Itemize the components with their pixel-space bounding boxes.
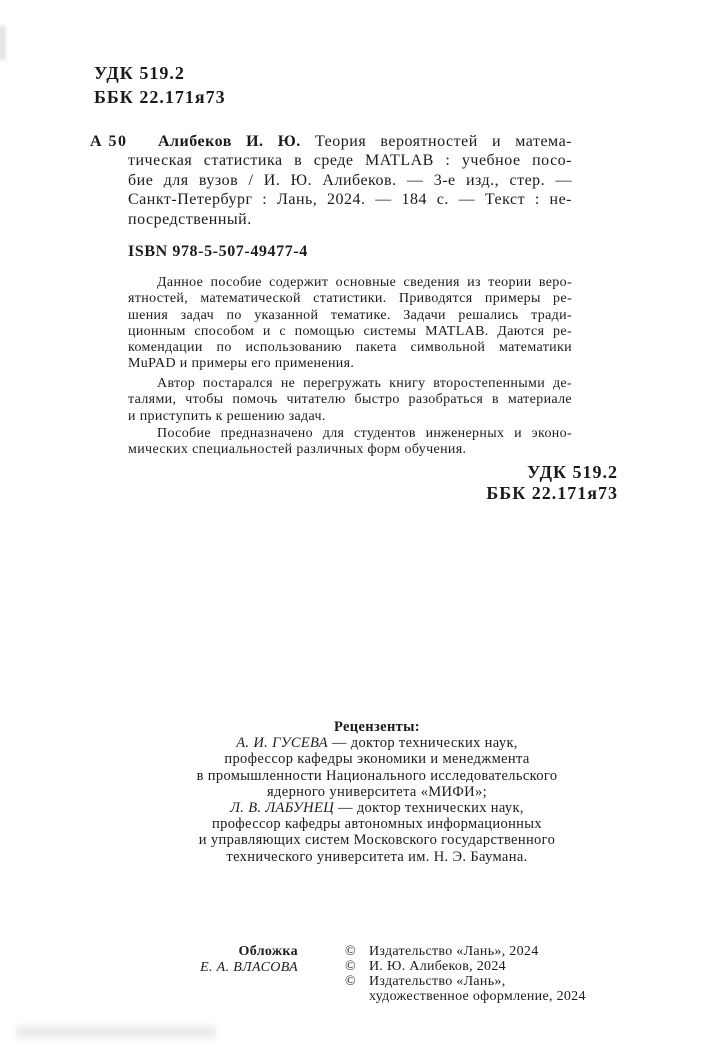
biblio-line: посредственный.	[128, 210, 252, 228]
annotation-line: мических специальностей различных форм обучения.	[128, 442, 467, 458]
biblio-line: Санкт-Петербург : Лань, 2024. — 184 с. — Текст : не-	[128, 191, 572, 209]
author-name: Алибеков И. Ю.	[158, 133, 301, 150]
annotation-line: ятностей, математической статистики. Приводятся примеры ре-	[128, 291, 572, 307]
isbn-number: ISBN 978-5-507-49477-4	[128, 243, 308, 260]
copyright-line: © И. Ю. Алибеков, 2024	[345, 959, 506, 974]
reviewers-block	[127, 719, 627, 865]
reviewer-line: в промышленности Национального исследовательского	[196, 767, 558, 784]
bbk-code-bottom: ББК 22.171я73	[486, 482, 618, 503]
annotation-line: MuPAD и примеры его применения.	[128, 356, 355, 372]
scan-artifact-bottom	[16, 1026, 216, 1038]
reviewer-line: профессор кафедры автономных информационных	[212, 816, 542, 833]
bibliographic-entry	[90, 132, 572, 229]
biblio-line: тическая статистика в среде MATLAB : учебное посо-	[128, 152, 572, 170]
copyright-line: © Издательство «Лань», 2024	[345, 944, 539, 959]
annotation-line: Данное пособие содержит основные сведения из теории веро-	[157, 275, 572, 290]
scan-artifact-left	[0, 26, 5, 60]
reviewer-line: профессор кафедры экономики и менеджмента	[224, 751, 530, 768]
cover-credit-label: Обложка	[238, 944, 298, 959]
annotation-line: ционным способом и с помощью системы MATLAB. Даются ре-	[128, 323, 572, 339]
annotation-line: Автор постарался не перегружать книгу второстепенными де-	[157, 376, 572, 391]
annotation-line: Пособие предназначено для студентов инженерных и эконо-	[157, 426, 572, 441]
annotation-line: шения задач по указанной тематике. Задачи решались тради-	[128, 307, 572, 323]
reviewer-1-name: А. И. ГУСЕВА	[236, 735, 328, 752]
annotation-paragraph-2	[128, 376, 572, 425]
reviewer-2-name: Л. В. ЛАБУНЕЦ	[230, 800, 335, 817]
udk-code-top: УДК 519.2	[94, 63, 185, 83]
biblio-line: бие для вузов / И. Ю. Алибеков. — 3-е изд., стер. —	[128, 171, 572, 189]
annotation-paragraph-3	[128, 426, 572, 459]
reviewer-line: и управляющих систем Московского государственного	[198, 832, 556, 849]
cover-designer-name: Е. А. ВЛАСОВА	[200, 959, 298, 975]
reviewer-line: ядерного университета «МИФИ»;	[267, 783, 487, 800]
copyright-icon: ©	[345, 959, 356, 974]
biblio-line: А 50 Алибеков И. Ю. Теория вероятностей и матема-	[90, 133, 572, 150]
copyright-icon: ©	[345, 944, 356, 959]
reviewer-line: А. И. ГУСЕВА — доктор технических наук,	[236, 735, 518, 752]
catalog-number: А 50	[90, 133, 128, 150]
copyright-block	[345, 944, 645, 1004]
classification-codes-top	[94, 62, 226, 109]
annotation-line: и приступить к решению задач.	[128, 408, 326, 424]
cover-credit	[128, 944, 298, 975]
reviewer-line: Л. В. ЛАБУНЕЦ — доктор технических наук,	[230, 800, 524, 817]
udk-code-bottom: УДК 519.2	[527, 462, 618, 482]
bbk-code-top: ББК 22.171я73	[94, 86, 226, 107]
annotation-paragraph-1	[128, 275, 572, 373]
copyright-icon: ©	[345, 974, 356, 989]
reviewers-heading: Рецензенты:	[334, 719, 420, 735]
reviewer-line: технического университета им. Н. Э. Баумана.	[226, 848, 528, 865]
annotation-line: комендации по использованию пакета символьной математики	[128, 340, 572, 356]
annotation-line: талями, чтобы помочь читателю быстро разобраться в материале	[128, 392, 572, 408]
copyright-line-continuation: художественное оформление, 2024	[369, 989, 586, 1004]
copyright-line: © Издательство «Лань»,	[345, 974, 506, 989]
classification-codes-bottom	[300, 462, 618, 503]
